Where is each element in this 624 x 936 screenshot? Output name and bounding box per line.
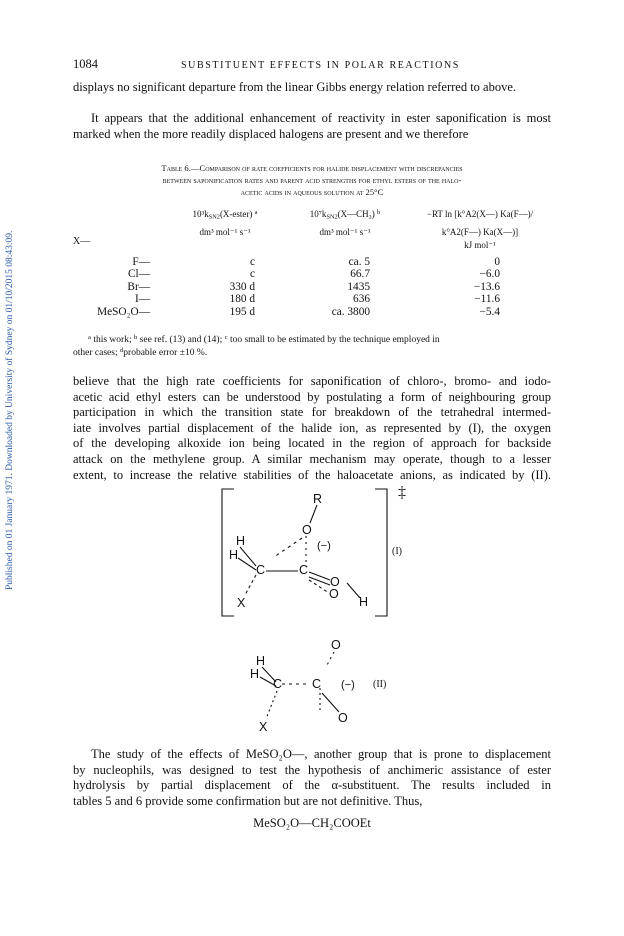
charge-label: (−) — [341, 679, 355, 691]
foot-line2-b: probable error ±10 %. — [123, 348, 208, 358]
col2-tail: (X—CH₃) — [337, 209, 375, 219]
p3-line: believe that the high rate coefficients for saponification of chloro-, bromo- and iodo- — [73, 374, 551, 388]
foot-b-mark: b — [133, 334, 138, 342]
atom-H: H — [250, 667, 260, 681]
bond-H-C-2 — [238, 558, 256, 570]
bond-C-X — [245, 575, 256, 595]
bond-R-O — [310, 505, 317, 523]
page-number: 1084 — [73, 57, 98, 71]
p4-line: tables 5 and 6 provide some confirmation but are not definitive. Thus, — [73, 793, 423, 808]
p4-line: The study of the effects of MeSO₂O—, another group that is prone to displacement — [91, 747, 551, 761]
cell-sn2-ester: 195 d — [229, 305, 255, 318]
cell-sn2-ester: 330 d — [229, 280, 255, 293]
cell-energy: −5.4 — [479, 305, 500, 318]
row-label: I— — [134, 293, 150, 306]
bracket-right — [375, 489, 387, 616]
atom-R: R — [313, 492, 323, 506]
atom-O: O — [331, 638, 341, 652]
structure-II — [260, 652, 339, 719]
p3-line: extent, to increase the relative stabilities of the haloacetate anions, as indicated by (II). — [73, 467, 551, 482]
atom-H: H — [229, 548, 239, 562]
cell-energy: −6.0 — [479, 268, 500, 281]
cell-sn2-methyl: ca. 5 — [348, 256, 370, 268]
col2-head: 10⁷k — [309, 209, 327, 219]
paragraph-4 — [73, 747, 551, 809]
foot-line2-a: other cases; — [73, 348, 118, 358]
paragraph-1: displays no significant departure from the linear Gibbs energy relation referred to above. — [73, 80, 517, 94]
caption-line-1: Table 6.—Comparison of rate coefficients for halide displacement with discrepancies — [161, 163, 463, 173]
atom-X: X — [237, 596, 246, 610]
p3-line: of the developing alkoxide ion being located in the region of approach for backside — [73, 436, 551, 451]
bond-O-top — [326, 652, 334, 667]
foot-c-text: too small to be estimated by the technique employed in — [229, 335, 440, 345]
p4-line: by nucleophils, was designed to test the hypothesis of anchimeric assistance of ester — [73, 762, 551, 777]
cell-energy: 0 — [494, 256, 500, 268]
atom-C: C — [256, 563, 266, 577]
cell-sn2-ester: c — [249, 256, 255, 268]
bond-C-O-1 — [309, 572, 330, 580]
col1-head: 10³k — [192, 209, 209, 219]
foot-a-mark: a — [88, 334, 91, 342]
col1-tail: (X-ester) — [219, 209, 253, 219]
atom-H: H — [359, 595, 369, 609]
col3-header-line-2: k°A2(F—) Ka(X—)] — [441, 227, 519, 237]
atom-X: X — [259, 720, 268, 734]
atom-O: O — [330, 575, 340, 589]
p3-line: participation in which the transition state for breakdown of the tetrahedral intermed- — [73, 405, 551, 420]
bond-C-O-3 — [309, 580, 329, 593]
p4-line: hydrolysis by partial displacement of the α-substituent. The results included in — [73, 778, 551, 793]
dagger-symbol: ‡ — [398, 484, 406, 501]
row-label: MeSO₂O— — [97, 305, 150, 318]
foot-a-text: this work; — [93, 335, 132, 345]
download-notice-text: Published on 01 January 1971. Downloaded by University of Sydney on 01/10/2015 08:43:09. — [5, 230, 15, 590]
atom-C: C — [273, 677, 283, 691]
cell-sn2-methyl: 1435 — [347, 280, 370, 293]
row-header: X— — [73, 236, 91, 247]
atom-O: O — [338, 711, 348, 725]
cell-sn2-methyl: ca. 3800 — [331, 305, 370, 318]
cell-energy: −13.6 — [473, 280, 500, 293]
charge-label: (−) — [317, 540, 331, 552]
formula: MeSO₂O—CH₂COOEt — [253, 816, 371, 830]
structure-II-label: (II) — [373, 679, 387, 690]
foot-c-mark: c — [224, 334, 228, 342]
p3-line: acetic acid ethyl esters can be understood by postulating a form of neighbouring group — [73, 389, 551, 404]
foot-b-text: see ref. (13) and (14); — [139, 335, 223, 345]
cell-energy: −11.6 — [474, 293, 500, 306]
cell-sn2-methyl: 636 — [353, 293, 370, 306]
row-label: F— — [132, 256, 150, 268]
cell-sn2-methyl: 66.7 — [350, 268, 370, 281]
row-label: Cl— — [128, 268, 150, 281]
col3-unit: kJ mol⁻¹ — [464, 240, 496, 250]
col2-sub: SN2 — [326, 213, 338, 221]
atom-H: H — [236, 534, 246, 548]
bond-O-C-partial — [274, 538, 302, 557]
caption-line-3: acetic acids in aqueous solution at 25°C — [240, 187, 384, 197]
bond-C-O-lower — [322, 693, 339, 712]
col1-unit: dm³ mol⁻¹ s⁻¹ — [199, 227, 251, 237]
caption-line-2: between saponification rates and parent acid strengths for ethyl esters of the halo- — [162, 175, 462, 185]
structure-I-label: (I) — [392, 546, 402, 557]
bond-C-O-2 — [309, 577, 330, 585]
p3-line: iate involves partial displacement of the halide ion, as represented by (I), the oxygen — [73, 420, 551, 435]
foot-d-mark: d — [119, 347, 124, 355]
bond-C-X — [266, 691, 277, 719]
col3-header-line-1: −RT ln [k°A2(X—) Ka(F—)/ — [426, 209, 534, 219]
col1-note: a — [254, 209, 258, 217]
col2-unit: dm³ mol⁻¹ s⁻¹ — [319, 227, 371, 237]
cell-sn2-ester: 180 d — [229, 293, 255, 306]
atom-O: O — [329, 587, 339, 601]
bond-H-C-1 — [240, 547, 256, 566]
row-label: Br— — [127, 280, 150, 293]
atom-O: O — [302, 523, 312, 537]
atom-H: H — [256, 654, 266, 668]
p3-line: attack on the methylene group. A similar mechanism may operate, though to a lesser — [73, 451, 551, 466]
atom-C: C — [312, 677, 322, 691]
paragraph-2: It appears that the additional enhancement of reactivity in ester saponification is most marked when the more readily displaced halogens are present and we therefore — [73, 111, 551, 141]
cell-sn2-ester: c — [249, 268, 255, 281]
running-head: SUBSTITUENT EFFECTS IN POLAR REACTIONS — [181, 60, 460, 71]
atom-C: C — [299, 563, 309, 577]
col2-note: b — [377, 209, 381, 217]
col1-sub: SN2 — [208, 213, 220, 221]
